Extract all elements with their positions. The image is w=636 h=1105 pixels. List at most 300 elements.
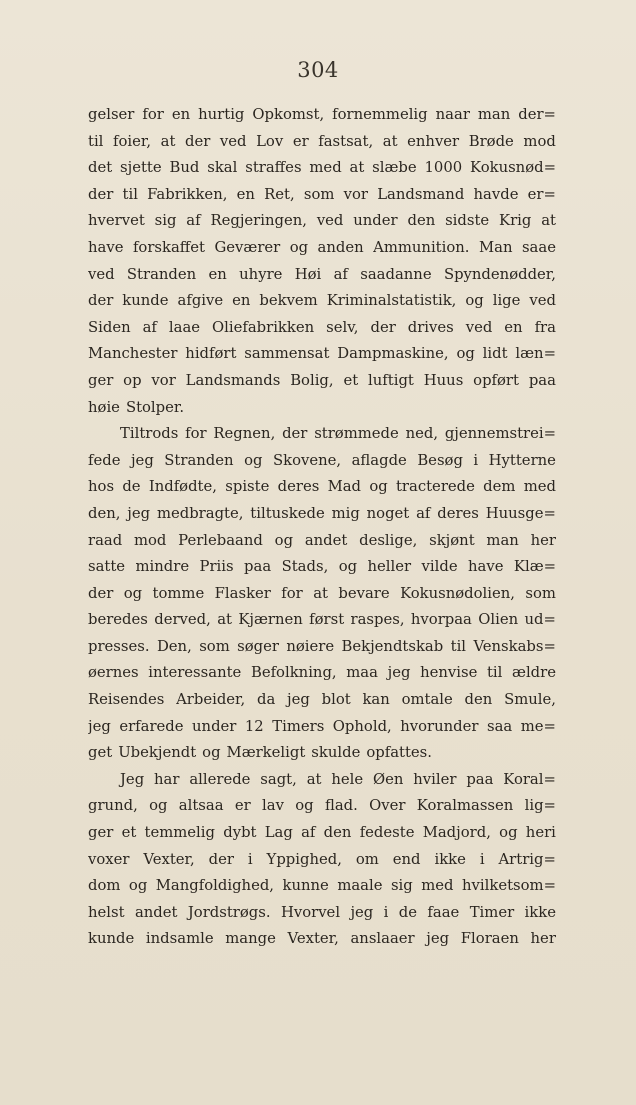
- word: og: [289, 238, 309, 256]
- word: raspes,: [350, 611, 405, 629]
- word: hidført: [185, 345, 237, 363]
- text-line: [88, 820, 556, 847]
- word: ved: [465, 318, 493, 336]
- word: 12: [244, 717, 264, 735]
- word: paa: [466, 770, 494, 788]
- word: at: [541, 212, 556, 230]
- word: naar: [435, 106, 470, 123]
- word: dem: [483, 478, 516, 496]
- text-line: [88, 102, 556, 129]
- word: med: [421, 877, 454, 895]
- text-line: [88, 926, 556, 953]
- word: Flasker: [214, 584, 271, 602]
- word: Skovene,: [272, 451, 342, 469]
- text-line: [88, 235, 556, 262]
- word: dom: [88, 877, 121, 895]
- word: jeg: [387, 664, 411, 682]
- word: Krig: [499, 212, 532, 230]
- word: presses.: [88, 637, 150, 655]
- word: er: [292, 132, 309, 150]
- word: forskaffet: [132, 238, 205, 256]
- word: selv,: [326, 318, 359, 336]
- word: skulde: [311, 744, 361, 762]
- page-number: 304: [297, 58, 339, 82]
- text-line: [88, 793, 556, 820]
- word: Oliefabrikken: [212, 318, 315, 336]
- word: at: [217, 611, 232, 629]
- word: at: [313, 584, 328, 602]
- word: Stranden: [164, 451, 234, 469]
- word: under: [192, 717, 237, 735]
- word: og: [295, 797, 314, 815]
- text-line: [88, 341, 556, 368]
- word: Artrig=: [498, 850, 556, 868]
- word: først: [309, 611, 345, 629]
- word: maale: [337, 877, 383, 895]
- word: Tiltrods: [120, 425, 179, 443]
- word: jeg: [350, 903, 374, 921]
- word: ikke: [434, 850, 466, 868]
- word: lav: [262, 797, 284, 815]
- word: og: [456, 345, 475, 363]
- word: og: [369, 478, 388, 496]
- word: Regjeringen,: [210, 212, 307, 230]
- word: opfattes.: [366, 744, 432, 762]
- text-line: [88, 155, 556, 182]
- word: er: [234, 797, 251, 815]
- word: et: [343, 371, 359, 389]
- text-line: [88, 501, 556, 528]
- word: øernes: [88, 664, 139, 682]
- word: og: [244, 451, 263, 469]
- word: og: [123, 584, 143, 602]
- word: mod: [523, 132, 556, 150]
- word: tracterede: [395, 478, 475, 496]
- word: ældre: [512, 664, 556, 682]
- word: Geværer: [214, 238, 281, 256]
- word: der: [88, 584, 114, 602]
- word: med: [523, 478, 556, 496]
- word: til: [450, 637, 467, 655]
- word: Huusge=: [485, 504, 556, 522]
- word: paa: [528, 371, 556, 389]
- word: heller: [367, 558, 412, 576]
- word: der: [88, 185, 114, 203]
- word: paa: [244, 558, 272, 576]
- word: saa: [486, 717, 513, 735]
- word: henvise: [420, 664, 478, 682]
- text-line: [88, 740, 556, 767]
- word: i: [479, 850, 485, 868]
- word: vor: [151, 371, 176, 389]
- word: indsamle: [145, 930, 214, 948]
- word: man: [486, 531, 519, 549]
- word: om: [355, 850, 379, 868]
- word: man: [477, 106, 511, 123]
- text-line: [88, 687, 556, 714]
- word: get: [88, 744, 113, 762]
- word: som: [199, 637, 230, 655]
- word: voxer: [88, 850, 130, 868]
- word: Venskabs=: [473, 637, 556, 655]
- word: ger: [88, 824, 114, 842]
- word: Arbeider,: [176, 691, 246, 709]
- word: hvervet: [88, 212, 145, 230]
- word: opført: [473, 371, 519, 389]
- text-line: [88, 634, 556, 661]
- word: dybt: [223, 824, 257, 842]
- word: ved: [219, 132, 247, 150]
- word: hurtig: [198, 106, 245, 123]
- word: Befolkning,: [250, 664, 337, 682]
- word: af: [333, 265, 348, 283]
- word: Den,: [156, 637, 192, 655]
- word: Timer: [469, 903, 515, 921]
- text-line: [88, 607, 556, 634]
- word: Vexter,: [143, 850, 195, 868]
- word: andet: [304, 531, 348, 549]
- word: skjønt: [429, 531, 475, 549]
- word: ger: [88, 371, 114, 389]
- word: og: [274, 531, 294, 549]
- word: satte: [88, 558, 126, 576]
- word: erfarede: [119, 717, 184, 735]
- word: Koralmassen: [416, 797, 514, 815]
- word: af: [301, 824, 316, 842]
- word: foier,: [113, 132, 152, 150]
- word: Priis: [199, 558, 234, 576]
- text-line: [88, 288, 556, 315]
- word: den: [407, 212, 436, 230]
- word: me=: [520, 717, 556, 735]
- word: Stranden: [126, 265, 197, 283]
- word: kan: [362, 691, 390, 709]
- word: kunde: [88, 930, 135, 948]
- text-line: [88, 767, 556, 794]
- word: Bud: [169, 159, 200, 177]
- word: straffes: [245, 159, 302, 177]
- text-line: [88, 262, 556, 289]
- word: og: [202, 744, 221, 762]
- word: sjette: [120, 159, 162, 177]
- word: deres: [437, 504, 479, 522]
- word: jeg: [426, 930, 450, 948]
- word: med: [309, 159, 342, 177]
- word: slæbe: [372, 159, 417, 177]
- word: hvorunder: [400, 717, 479, 735]
- word: Landsmand: [377, 185, 465, 203]
- word: laae: [168, 318, 201, 336]
- text-line: [88, 660, 556, 687]
- word: hviler: [413, 770, 457, 788]
- word: ned,: [405, 425, 439, 443]
- word: noget: [366, 504, 410, 522]
- word: er=: [527, 185, 556, 203]
- word: fastsat,: [318, 132, 374, 150]
- word: et: [121, 824, 137, 842]
- word: Mangfoldighed,: [155, 877, 275, 895]
- word: Stolper.: [125, 398, 185, 416]
- word: ved: [529, 292, 556, 310]
- word: Koral=: [503, 770, 556, 788]
- word: Indfødte,: [148, 478, 217, 496]
- word: kunde: [122, 292, 169, 310]
- word: som: [525, 584, 556, 602]
- word: fornemmelig: [332, 106, 428, 123]
- word: Spyndenødder,: [443, 265, 556, 283]
- word: og: [149, 797, 168, 815]
- word: til: [486, 664, 503, 682]
- word: anden: [317, 238, 364, 256]
- word: mod: [133, 531, 167, 549]
- word: sig: [154, 212, 177, 230]
- word: Madjord,: [422, 824, 491, 842]
- word: uhyre: [239, 265, 283, 283]
- word: allerede: [189, 770, 251, 788]
- word: Floraen: [460, 930, 519, 948]
- word: til: [122, 185, 138, 203]
- word: fede: [88, 451, 121, 469]
- text-line: [88, 554, 556, 581]
- word: lige: [492, 292, 521, 310]
- word: Besøg: [417, 451, 463, 469]
- word: at: [382, 132, 398, 150]
- word: Kokusnødolien,: [400, 584, 515, 602]
- word: Over: [369, 797, 406, 815]
- word: Kokusnød=: [470, 159, 556, 177]
- word: der: [370, 318, 396, 336]
- word: sagt,: [260, 770, 297, 788]
- word: Yppighed,: [266, 850, 342, 868]
- word: og: [338, 558, 358, 576]
- word: Jeg: [120, 770, 145, 788]
- word: hvorpaa: [410, 611, 472, 629]
- word: gjennemstrei=: [444, 425, 556, 443]
- word: medbragte,: [156, 504, 244, 522]
- word: det: [88, 159, 113, 177]
- text-line: [88, 900, 556, 927]
- word: tomme: [152, 584, 205, 602]
- word: interessante: [148, 664, 242, 682]
- word: Siden: [88, 318, 131, 336]
- word: den: [323, 824, 352, 842]
- word: Mærkeligt: [226, 744, 306, 762]
- word: mig: [331, 504, 360, 522]
- word: den,: [88, 504, 121, 522]
- word: de: [122, 478, 141, 496]
- word: temmelig: [144, 824, 215, 842]
- word: i: [247, 850, 253, 868]
- word: den: [464, 691, 493, 709]
- word: der: [208, 850, 234, 868]
- text-line: [88, 395, 556, 422]
- word: have: [468, 558, 504, 576]
- word: Ammunition.: [373, 238, 470, 256]
- word: blot: [321, 691, 351, 709]
- word: bekvem: [259, 292, 318, 310]
- word: her: [530, 930, 556, 948]
- word: omtale: [401, 691, 453, 709]
- word: ved: [88, 265, 115, 283]
- text-line: [88, 421, 556, 448]
- word: derved,: [154, 611, 211, 629]
- text-line: [88, 315, 556, 342]
- word: læn=: [515, 345, 556, 363]
- word: Regnen,: [213, 425, 276, 443]
- word: i: [473, 451, 479, 469]
- word: lig=: [524, 797, 556, 815]
- word: Huus: [423, 371, 464, 389]
- word: for: [142, 106, 164, 123]
- word: og: [465, 292, 484, 310]
- word: andet: [134, 903, 178, 921]
- word: Klæ=: [513, 558, 556, 576]
- word: vor: [343, 185, 368, 203]
- word: sammensat: [244, 345, 330, 363]
- word: mindre: [135, 558, 190, 576]
- word: til: [88, 132, 104, 150]
- word: have: [88, 238, 124, 256]
- word: Landsmands: [185, 371, 281, 389]
- word: Smule,: [504, 691, 556, 709]
- word: for: [281, 584, 303, 602]
- word: da: [256, 691, 276, 709]
- word: af: [186, 212, 201, 230]
- word: deslige,: [359, 531, 418, 549]
- word: ud=: [524, 611, 556, 629]
- word: at: [160, 132, 176, 150]
- word: hvilketsom=: [462, 877, 556, 895]
- text-line: [88, 182, 556, 209]
- word: en: [232, 292, 251, 310]
- word: hele: [331, 770, 364, 788]
- text-line: [88, 448, 556, 475]
- word: af: [416, 504, 431, 522]
- word: jeg: [127, 504, 151, 522]
- word: Høi: [294, 265, 322, 283]
- word: Man: [478, 238, 513, 256]
- word: nøiere: [286, 637, 335, 655]
- word: raad: [88, 531, 123, 549]
- word: enhver: [407, 132, 460, 150]
- word: og: [128, 877, 148, 895]
- word: aflagde: [351, 451, 407, 469]
- word: Vexter,: [287, 930, 339, 948]
- word: i: [383, 903, 389, 921]
- word: en: [208, 265, 227, 283]
- word: Mad: [327, 478, 362, 496]
- word: heri: [525, 824, 556, 842]
- word: sidste: [445, 212, 490, 230]
- word: Jordstrøgs.: [187, 903, 271, 921]
- word: sig: [390, 877, 413, 895]
- word: der: [88, 292, 114, 310]
- text-line: [88, 847, 556, 874]
- word: en: [504, 318, 523, 336]
- word: Lov: [256, 132, 284, 150]
- word: og: [499, 824, 518, 842]
- text-line: [88, 129, 556, 156]
- word: Fabrikken,: [147, 185, 228, 203]
- word: 1000: [424, 159, 463, 177]
- word: ved: [316, 212, 344, 230]
- text-line: [88, 474, 556, 501]
- word: jeg: [287, 691, 310, 709]
- word: en: [171, 106, 191, 123]
- word: de: [398, 903, 418, 921]
- word: der=: [518, 106, 556, 123]
- word: jeg: [130, 451, 154, 469]
- word: tiltuskede: [250, 504, 325, 522]
- word: helst: [88, 903, 125, 921]
- word: under: [353, 212, 398, 230]
- word: Perlebaand: [178, 531, 263, 549]
- word: Kriminalstatistik,: [326, 292, 457, 310]
- word: Øen: [372, 770, 404, 788]
- word: ikke: [524, 903, 556, 921]
- word: Stads,: [281, 558, 329, 576]
- word: Bolig,: [290, 371, 334, 389]
- word: Opkomst,: [252, 106, 325, 123]
- text-line: [88, 581, 556, 608]
- word: fra: [534, 318, 556, 336]
- word: for: [185, 425, 207, 443]
- word: Hytterne: [488, 451, 556, 469]
- word: har: [154, 770, 180, 788]
- word: skal: [207, 159, 238, 177]
- word: Lag: [264, 824, 293, 842]
- word: op: [123, 371, 142, 389]
- word: altsaa: [178, 797, 224, 815]
- word: som: [303, 185, 335, 203]
- word: der: [185, 132, 211, 150]
- word: Ret,: [264, 185, 295, 203]
- word: maa: [346, 664, 378, 682]
- word: Ubekjendt: [118, 744, 197, 762]
- word: strømmede: [314, 425, 399, 443]
- word: bevare: [338, 584, 390, 602]
- word: Ophold,: [332, 717, 392, 735]
- word: af: [142, 318, 157, 336]
- word: Bekjendtskab: [341, 637, 444, 655]
- word: spiste: [225, 478, 270, 496]
- word: kunne: [282, 877, 329, 895]
- word: Manchester: [88, 345, 178, 363]
- word: saadanne: [360, 265, 432, 283]
- text-line: [88, 528, 556, 555]
- word: luftigt: [368, 371, 414, 389]
- body-text: [88, 102, 556, 953]
- word: lidt: [482, 345, 508, 363]
- text-line: [88, 873, 556, 900]
- word: Brøde: [468, 132, 514, 150]
- word: mange: [225, 930, 276, 948]
- text-line: [88, 714, 556, 741]
- word: flad.: [324, 797, 358, 815]
- word: gelser: [88, 106, 135, 123]
- text-line: [88, 208, 556, 235]
- word: Kjærnen: [238, 611, 303, 629]
- word: høie: [88, 398, 120, 416]
- word: jeg: [88, 717, 111, 735]
- word: Dampmaskine,: [337, 345, 449, 363]
- word: der: [282, 425, 308, 443]
- word: Timers: [272, 717, 325, 735]
- word: at: [349, 159, 365, 177]
- word: drives: [407, 318, 454, 336]
- word: deres: [277, 478, 320, 496]
- word: grund,: [88, 797, 138, 815]
